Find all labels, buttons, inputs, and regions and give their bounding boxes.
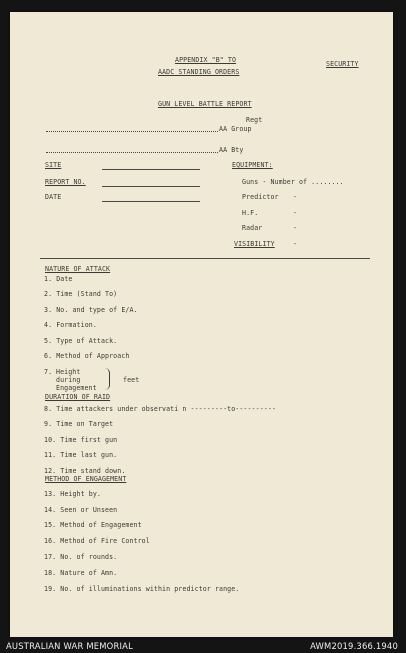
- item-aircraft-type: 3. No. and type of E/A.: [44, 306, 138, 314]
- appendix-heading: APPENDIX "B" TO: [175, 56, 237, 64]
- item7-brace: [105, 368, 110, 390]
- predictor-dash: -: [293, 193, 298, 201]
- radar-label: Radar: [242, 224, 263, 232]
- document-page: [10, 12, 393, 637]
- predictor-label: Predictor: [242, 193, 279, 201]
- item7-engagement: Engagement: [56, 384, 97, 392]
- item-time-first-gun: 10. Time first gun: [44, 436, 118, 444]
- report-no-label: REPORT NO.: [45, 178, 86, 186]
- item7-number: 7.: [44, 368, 53, 376]
- regt-label: Regt: [246, 116, 263, 124]
- item-nature-of-ammunition: 18. Nature of Amn.: [44, 569, 118, 577]
- aa-group-fill-line: [46, 131, 218, 132]
- method-of-engagement-heading: METHOD OF ENGAGEMENT: [45, 475, 127, 483]
- security-marking: SECURITY: [326, 60, 359, 68]
- item7-height: Height: [56, 368, 81, 376]
- item-number-of-rounds: 17. No. of rounds.: [44, 553, 118, 561]
- visibility-label: VISIBILITY: [234, 240, 275, 248]
- item-time-on-target: 9. Time on Target: [44, 420, 114, 428]
- site-fill-line: [102, 169, 200, 170]
- standing-orders-heading: AADC STANDING ORDERS: [158, 68, 240, 76]
- footer-accession-number: AWM2019.366.1940: [310, 641, 398, 651]
- item-method-of-fire-control: 16. Method of Fire Control: [44, 537, 150, 545]
- item7-during: during: [56, 376, 81, 384]
- equipment-heading: EQUIPMENT:: [232, 161, 273, 169]
- item-height-by: 13. Height by.: [44, 490, 101, 498]
- item-method-of-approach: 6. Method of Approach: [44, 352, 130, 360]
- item-method-of-engagement: 15. Method of Engagement: [44, 521, 142, 529]
- hf-dash: -: [293, 209, 298, 217]
- date-fill-line: [102, 201, 200, 202]
- report-title: GUN LEVEL BATTLE REPORT: [158, 100, 252, 108]
- aa-group-label: AA Group: [219, 125, 252, 133]
- hf-label: H.F.: [242, 209, 259, 217]
- item-type-of-attack: 5. Type of Attack.: [44, 337, 118, 345]
- item-date: 1. Date: [44, 275, 73, 283]
- aa-bty-fill-line: [46, 152, 218, 153]
- item-time-stand-down: 12. Time stand down.: [44, 467, 126, 475]
- item-time-under-observation: 8. Time attackers under observati n ---------to----------: [44, 405, 276, 413]
- item-seen-or-unseen: 14. Seen or Unseen: [44, 506, 118, 514]
- site-label: SITE: [45, 161, 62, 169]
- footer-credit: AUSTRALIAN WAR MEMORIAL: [6, 641, 133, 651]
- section-divider: [40, 258, 370, 259]
- item-time-stand-to: 2. Time (Stand To): [44, 290, 118, 298]
- item-time-last-gun: 11. Time last gun.: [44, 451, 118, 459]
- date-label: DATE: [45, 193, 62, 201]
- item-illuminations: 19. No. of illuminations within predictor range.: [44, 585, 240, 593]
- nature-of-attack-heading: NATURE OF ATTACK: [45, 265, 111, 273]
- guns-line: Guns - Number of ........: [242, 178, 344, 186]
- radar-dash: -: [293, 224, 298, 232]
- aa-bty-label: AA Bty: [219, 146, 244, 154]
- item-formation: 4. Formation.: [44, 321, 97, 329]
- item7-feet: feet: [123, 376, 140, 384]
- visibility-dash: -: [293, 240, 298, 248]
- report-no-fill-line: [102, 186, 200, 187]
- duration-of-raid-heading: DURATION OF RAID: [45, 393, 111, 401]
